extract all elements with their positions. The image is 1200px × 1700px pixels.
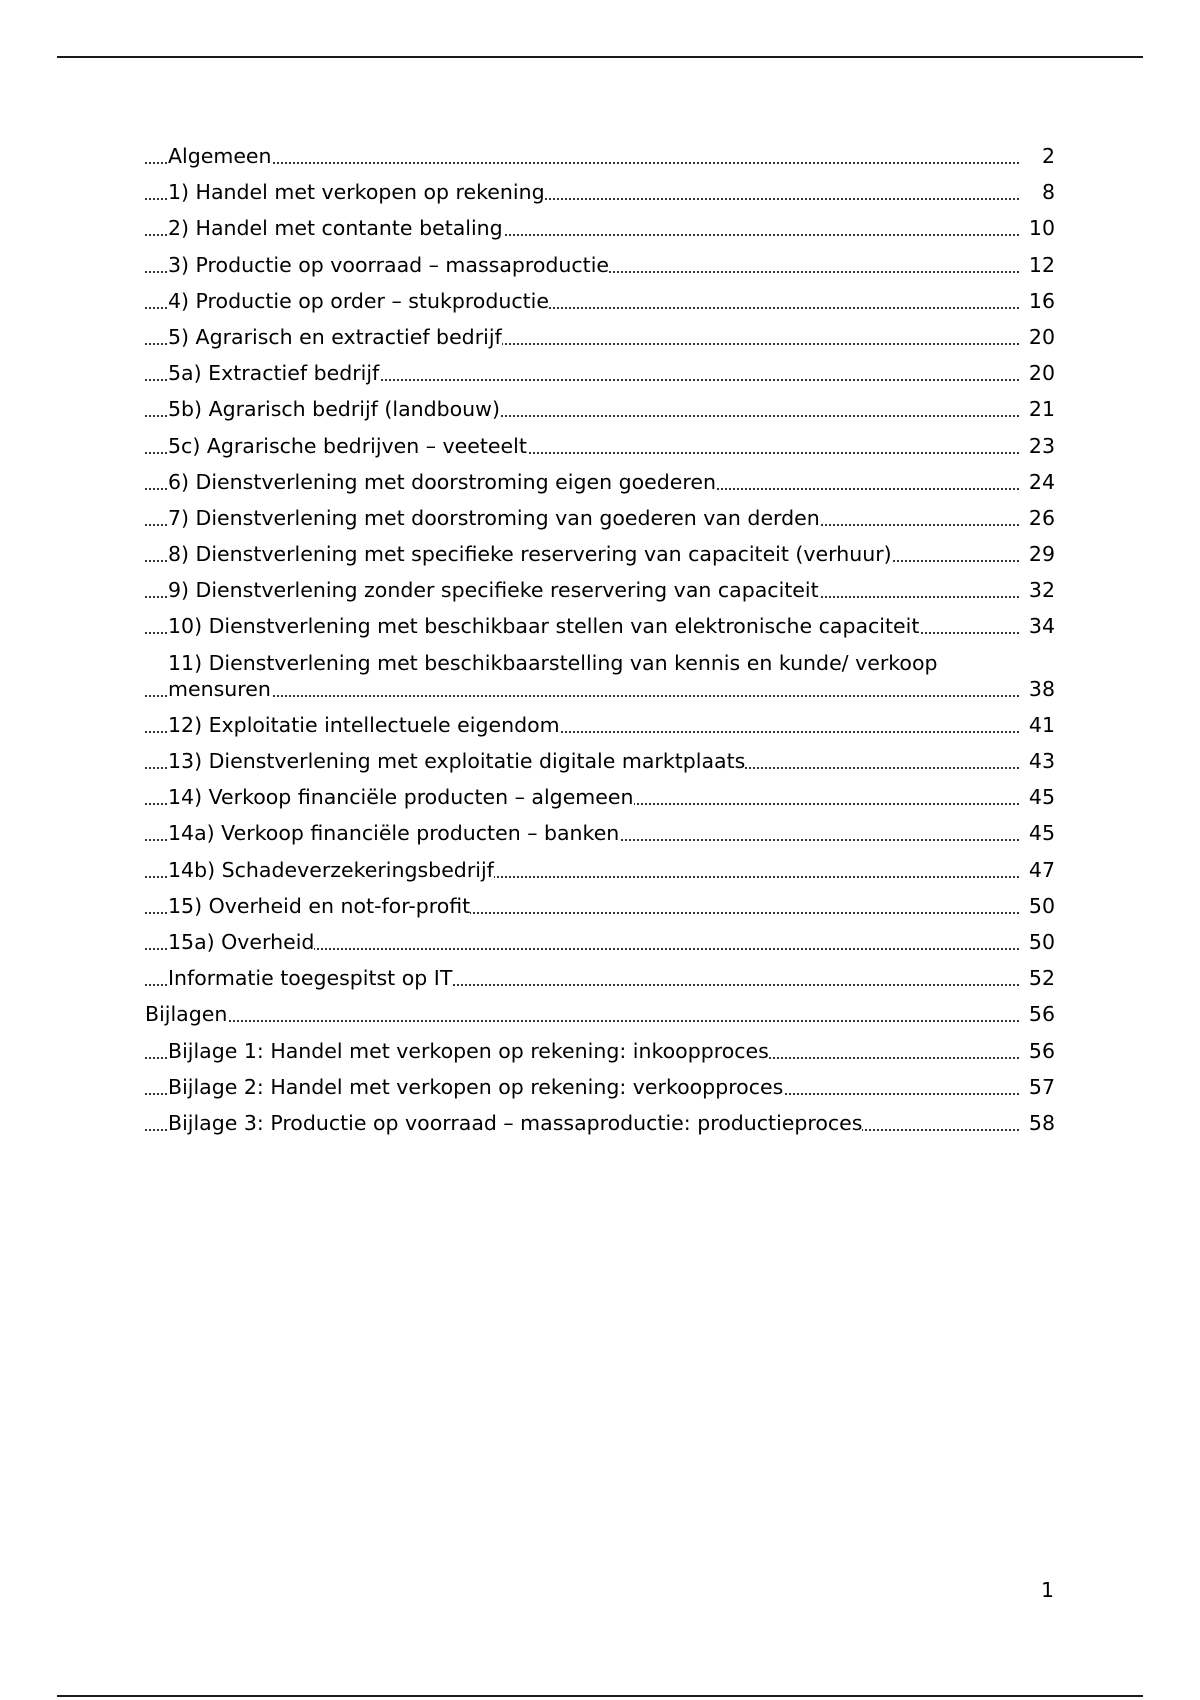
toc-entry-page: 56 bbox=[1028, 1002, 1055, 1027]
toc-entry[interactable] bbox=[145, 143, 1055, 169]
toc-entry[interactable] bbox=[145, 360, 1055, 386]
toc-entry-title: 15) Overheid en not-for-profit bbox=[168, 893, 471, 918]
toc-entry-title: Bijlage 2: Handel met verkopen op rekening: verkoopproces bbox=[168, 1074, 784, 1099]
toc-entry[interactable] bbox=[145, 650, 1055, 702]
toc-entry-page: 45 bbox=[1028, 821, 1055, 846]
toc-entry-page: 57 bbox=[1028, 1074, 1055, 1099]
toc-entry-page: 12 bbox=[1028, 252, 1055, 277]
toc-entry-title: 7) Dienstverlening met doorstroming van goederen van derden bbox=[168, 505, 820, 530]
page-number: 1 bbox=[1040, 1578, 1054, 1602]
toc-entry[interactable] bbox=[145, 965, 1055, 991]
footer-rule bbox=[57, 1695, 1143, 1697]
toc-entry-title: 5c) Agrarische bedrijven – veeteelt bbox=[168, 433, 527, 458]
toc-entry-page: 50 bbox=[1028, 893, 1055, 918]
toc-entry[interactable] bbox=[145, 396, 1055, 422]
toc-entry[interactable] bbox=[145, 1074, 1055, 1100]
toc-entry-title: 14b) Schadeverzekeringsbedrijf bbox=[168, 857, 494, 882]
toc-entry-page: 50 bbox=[1028, 929, 1055, 954]
toc-leader bbox=[145, 695, 1019, 697]
toc-entry[interactable] bbox=[145, 784, 1055, 810]
toc-entry-title: Bijlage 3: Productie op voorraad – massaproductie: productieproces bbox=[168, 1110, 863, 1135]
toc-entry[interactable] bbox=[145, 820, 1055, 846]
toc-entry-page: 45 bbox=[1028, 785, 1055, 810]
toc-entry-page: 24 bbox=[1028, 469, 1055, 494]
toc-entry-title: Algemeen bbox=[168, 144, 272, 168]
toc-leader bbox=[145, 162, 1019, 164]
toc-entry[interactable] bbox=[145, 541, 1055, 567]
toc-entry-title: Bijlagen bbox=[145, 1002, 228, 1027]
header-rule bbox=[57, 56, 1143, 58]
toc-entry-page: 29 bbox=[1028, 542, 1055, 567]
toc-entry-title: 10) Dienstverlening met beschikbaar stellen van elektronische capaciteit bbox=[168, 614, 920, 639]
toc-entry-page: 47 bbox=[1028, 857, 1055, 882]
toc-entry[interactable] bbox=[145, 613, 1055, 639]
toc-entry-bijlagen[interactable] bbox=[145, 1001, 1055, 1027]
toc-entry-page: 10 bbox=[1028, 216, 1055, 241]
toc-entry-title: 5a) Extractief bedrijf bbox=[168, 361, 380, 386]
toc-entry[interactable] bbox=[145, 505, 1055, 531]
toc-entry-page: 32 bbox=[1028, 578, 1055, 603]
toc-entry-title: Bijlage 1: Handel met verkopen op rekening: inkoopproces bbox=[168, 1038, 769, 1063]
toc-entry-page: 8 bbox=[1041, 180, 1055, 205]
toc-entry-title: 5) Agrarisch en extractief bedrijf bbox=[168, 324, 502, 349]
toc-entry-page: 23 bbox=[1028, 433, 1055, 458]
toc-entry-title: 5b) Agrarisch bedrijf (landbouw) bbox=[168, 397, 500, 422]
toc-entry-title: 11) Dienstverlening met beschikbaarstelling van kennis en kunde/ verkoop mensuren bbox=[168, 650, 938, 701]
toc-entry[interactable] bbox=[145, 893, 1055, 919]
toc-entry-title: 9) Dienstverlening zonder specifieke reservering van capaciteit bbox=[168, 578, 819, 603]
toc-leader bbox=[145, 1020, 1019, 1022]
toc-entry-page: 43 bbox=[1028, 749, 1055, 773]
toc-entry-title: 14) Verkoop financiële producten – algemeen bbox=[168, 785, 634, 810]
toc-entry-page: 34 bbox=[1028, 614, 1055, 639]
toc-entry-page: 2 bbox=[1041, 144, 1055, 168]
toc-entry[interactable] bbox=[145, 712, 1055, 738]
toc-entry-title: 6) Dienstverlening met doorstroming eigen goederen bbox=[168, 469, 716, 494]
toc-entry-title: 3) Productie op voorraad – massaproductie bbox=[168, 252, 610, 277]
toc-entry-title: 2) Handel met contante betaling bbox=[168, 216, 503, 241]
toc-entry[interactable] bbox=[145, 288, 1055, 314]
toc-entry[interactable] bbox=[145, 929, 1055, 955]
toc-entry-page: 26 bbox=[1028, 505, 1055, 530]
toc-entry-page: 21 bbox=[1028, 397, 1055, 422]
toc-entry[interactable] bbox=[145, 577, 1055, 603]
toc-entry-title: 8) Dienstverlening met specifieke reservering van capaciteit (verhuur) bbox=[168, 542, 892, 567]
table-of-contents bbox=[145, 143, 1055, 1146]
toc-entry-title: 12) Exploitatie intellectuele eigendom bbox=[168, 712, 560, 737]
toc-entry[interactable] bbox=[145, 469, 1055, 495]
toc-entry[interactable] bbox=[145, 215, 1055, 241]
toc-entry[interactable] bbox=[145, 748, 1055, 774]
toc-entry-page: 56 bbox=[1028, 1038, 1055, 1063]
toc-entry-page: 52 bbox=[1028, 966, 1055, 991]
toc-entry-page: 38 bbox=[1028, 676, 1055, 701]
toc-entry-title: 15a) Overheid bbox=[168, 929, 315, 954]
toc-entry-title: Informatie toegespitst op IT bbox=[168, 966, 453, 991]
toc-entry[interactable] bbox=[145, 1038, 1055, 1064]
toc-entry-title: 13) Dienstverlening met exploitatie digitale marktplaats bbox=[168, 749, 746, 773]
toc-entry-page: 41 bbox=[1028, 712, 1055, 737]
toc-entry[interactable] bbox=[145, 324, 1055, 350]
toc-entry-page: 16 bbox=[1028, 288, 1055, 313]
toc-entry-title: 4) Productie op order – stukproductie bbox=[168, 288, 549, 313]
toc-entry-title: 14a) Verkoop financiële producten – banken bbox=[168, 821, 620, 846]
toc-entry-title: 1) Handel met verkopen op rekening bbox=[168, 180, 545, 205]
toc-entry[interactable] bbox=[145, 433, 1055, 459]
toc-entry[interactable] bbox=[145, 1110, 1055, 1136]
toc-entry-page: 20 bbox=[1028, 361, 1055, 386]
toc-entry-page: 20 bbox=[1028, 324, 1055, 349]
toc-entry[interactable] bbox=[145, 857, 1055, 883]
toc-entry-page: 58 bbox=[1028, 1110, 1055, 1135]
toc-entry[interactable] bbox=[145, 179, 1055, 205]
toc-entry[interactable] bbox=[145, 252, 1055, 278]
